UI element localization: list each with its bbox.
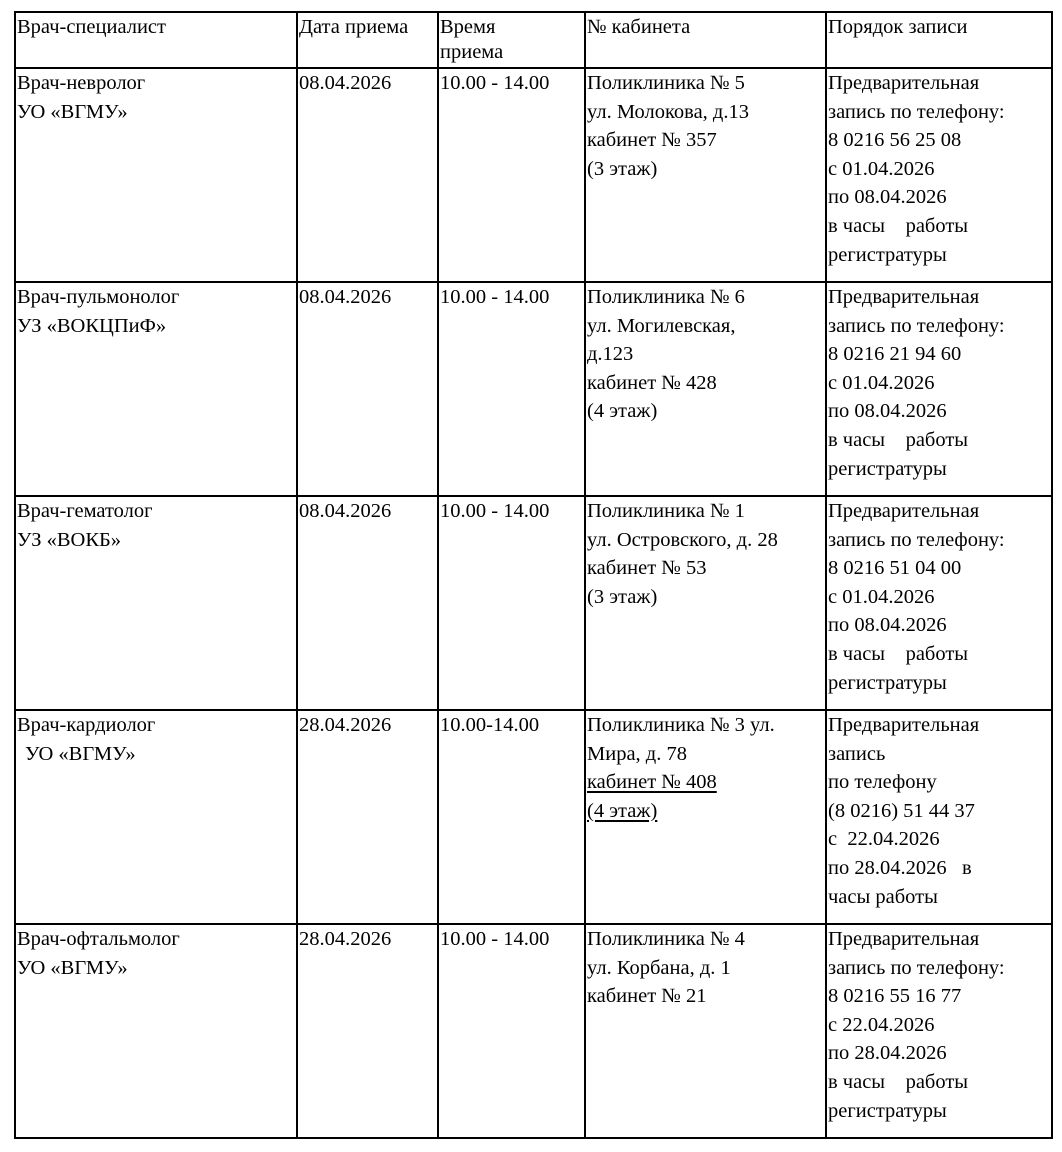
appointment-time: 10.00-14.00 xyxy=(440,714,540,736)
table-row xyxy=(15,924,1052,1138)
cabinet-number: кабинет № 428 xyxy=(587,371,717,394)
order-phone: 8 0216 55 16 77 xyxy=(828,985,962,1008)
appointment-time: 10.00 - 14.00 xyxy=(440,928,550,950)
order-from-date: с 01.04.2026 xyxy=(828,585,935,608)
order-line: запись xyxy=(828,742,886,765)
cabinet-floor: (3 этаж) xyxy=(587,585,658,608)
specialist-institution: УЗ «ВОКЦПиФ» xyxy=(17,314,167,337)
order-to-date: по 28.04.2026 xyxy=(828,1042,947,1065)
appointment-date: 08.04.2026 xyxy=(299,500,392,522)
time-cell xyxy=(438,68,585,282)
clinic-name: Поликлиника № 3 ул. xyxy=(587,714,775,736)
order-phone: (8 0216) 51 44 37 xyxy=(828,799,975,822)
time-cell xyxy=(438,710,585,924)
specialist-institution: УО «ВГМУ» xyxy=(25,742,136,765)
clinic-address: ул. Молокова, д.13 xyxy=(587,100,749,123)
order-line: Предварительная xyxy=(828,286,980,308)
order-line: регистратуры xyxy=(828,243,947,266)
specialist-cell xyxy=(15,710,297,924)
clinic-name: Поликлиника № 1 xyxy=(587,500,745,522)
date-cell xyxy=(297,282,438,496)
date-cell xyxy=(297,68,438,282)
order-to-date: по 08.04.2026 xyxy=(828,186,947,209)
order-line: в часы работы xyxy=(828,214,969,237)
order-from-date: с 22.04.2026 xyxy=(828,828,940,851)
cabinet-number: кабинет № 21 xyxy=(587,985,707,1008)
order-line: Предварительная xyxy=(828,72,980,94)
order-from-date: с 22.04.2026 xyxy=(828,1013,935,1036)
table-row xyxy=(15,710,1052,924)
specialist-institution: УО «ВГМУ» xyxy=(17,956,128,979)
order-cell xyxy=(826,282,1052,496)
order-line: по телефону xyxy=(828,771,937,794)
appointment-date: 08.04.2026 xyxy=(299,286,392,308)
order-cell xyxy=(826,710,1052,924)
date-cell xyxy=(297,924,438,1138)
order-line: запись по телефону: xyxy=(828,314,1005,337)
order-line: часы работы xyxy=(828,885,938,908)
clinic-address: ул. Могилевская, xyxy=(587,314,736,337)
clinic-address: Мира, д. 78 xyxy=(587,742,687,765)
order-from-date: с 01.04.2026 xyxy=(828,371,935,394)
appointment-date: 28.04.2026 xyxy=(299,714,392,736)
order-line: запись по телефону: xyxy=(828,956,1005,979)
cabinet-number: кабинет № 408 xyxy=(587,771,717,794)
header-date xyxy=(297,12,438,68)
specialist-institution: УЗ «ВОКБ» xyxy=(17,528,122,551)
order-line: в часы работы xyxy=(828,1070,969,1093)
cabinet-cell xyxy=(585,282,826,496)
order-phone: 8 0216 51 04 00 xyxy=(828,557,962,580)
order-line: Предварительная xyxy=(828,928,980,950)
order-line: регистратуры xyxy=(828,671,947,694)
header-specialist-label: Врач-специалист xyxy=(17,16,166,38)
header-time-label-line1: Время xyxy=(440,16,496,38)
appointment-time: 10.00 - 14.00 xyxy=(440,286,550,308)
order-from-date: с 01.04.2026 xyxy=(828,157,935,180)
order-line: Предварительная xyxy=(828,714,980,736)
table-row xyxy=(15,68,1052,282)
header-order-label: Порядок записи xyxy=(828,16,968,38)
cabinet-cell xyxy=(585,710,826,924)
order-cell xyxy=(826,68,1052,282)
specialist-cell xyxy=(15,496,297,710)
header-specialist xyxy=(15,12,297,68)
appointment-time: 10.00 - 14.00 xyxy=(440,500,550,522)
specialist-name: Врач-невролог xyxy=(17,72,146,94)
clinic-name: Поликлиника № 4 xyxy=(587,928,745,950)
specialist-name: Врач-кардиолог xyxy=(17,714,156,736)
order-line: запись по телефону: xyxy=(828,100,1005,123)
specialist-institution: УО «ВГМУ» xyxy=(17,100,128,123)
cabinet-floor: (4 этаж) xyxy=(587,799,658,822)
order-line: регистратуры xyxy=(828,1099,947,1122)
order-to-date: по 08.04.2026 xyxy=(828,614,947,637)
specialist-name: Врач-офтальмолог xyxy=(17,928,180,950)
order-to-date: по 08.04.2026 xyxy=(828,400,947,423)
header-date-label: Дата приема xyxy=(299,16,409,38)
appointment-date: 08.04.2026 xyxy=(299,72,392,94)
time-cell xyxy=(438,282,585,496)
order-line: в часы работы xyxy=(828,642,969,665)
order-cell xyxy=(826,496,1052,710)
clinic-address: д.123 xyxy=(587,343,634,366)
header-cabinet xyxy=(585,12,826,68)
cabinet-number: кабинет № 357 xyxy=(587,129,717,152)
cabinet-number: кабинет № 53 xyxy=(587,557,707,580)
clinic-address: ул. Островского, д. 28 xyxy=(587,528,778,551)
header-cabinet-label: № кабинета xyxy=(587,16,691,38)
clinic-name: Поликлиника № 6 xyxy=(587,286,745,308)
specialist-name: Врач-гематолог xyxy=(17,500,153,522)
date-cell xyxy=(297,710,438,924)
time-cell xyxy=(438,924,585,1138)
order-line: регистратуры xyxy=(828,457,947,480)
header-row xyxy=(15,12,1052,68)
clinic-name: Поликлиника № 5 xyxy=(587,72,745,94)
table-header xyxy=(15,12,1052,68)
date-cell xyxy=(297,496,438,710)
time-cell xyxy=(438,496,585,710)
cabinet-cell xyxy=(585,924,826,1138)
table-row xyxy=(15,496,1052,710)
table-row xyxy=(15,282,1052,496)
cabinet-floor: (3 этаж) xyxy=(587,157,658,180)
order-phone: 8 0216 56 25 08 xyxy=(828,129,962,152)
appointment-date: 28.04.2026 xyxy=(299,928,392,950)
specialist-cell xyxy=(15,282,297,496)
order-line: в часы работы xyxy=(828,428,969,451)
clinic-address: ул. Корбана, д. 1 xyxy=(587,956,731,979)
order-line: запись по телефону: xyxy=(828,528,1005,551)
header-time-label-line2: приема xyxy=(440,41,504,63)
cabinet-cell xyxy=(585,496,826,710)
cabinet-floor: (4 этаж) xyxy=(587,400,658,423)
cabinet-cell xyxy=(585,68,826,282)
order-line: Предварительная xyxy=(828,500,980,522)
order-to-date: по 28.04.2026 в xyxy=(828,856,972,879)
specialist-cell xyxy=(15,924,297,1138)
header-time xyxy=(438,12,585,68)
specialist-cell xyxy=(15,68,297,282)
specialist-name: Врач-пульмонолог xyxy=(17,286,180,308)
schedule-table xyxy=(14,11,1053,1139)
order-cell xyxy=(826,924,1052,1138)
order-phone: 8 0216 21 94 60 xyxy=(828,343,962,366)
header-order xyxy=(826,12,1052,68)
table-body xyxy=(15,68,1052,1138)
appointment-time: 10.00 - 14.00 xyxy=(440,72,550,94)
